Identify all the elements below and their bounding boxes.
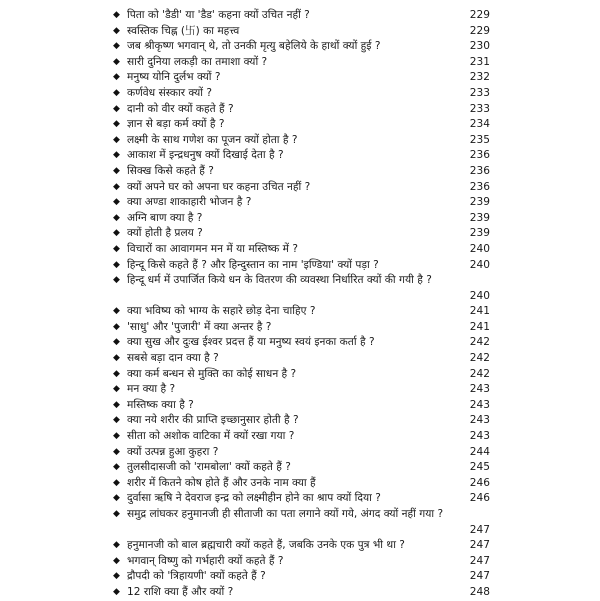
- toc-page-number: 246: [469, 476, 490, 489]
- toc-entry-title: अग्नि बाण क्या है ?: [127, 211, 203, 224]
- toc-entry: [0, 273, 600, 304]
- toc-page-number: 246: [469, 492, 490, 505]
- diamond-bullet-icon: ◆: [113, 25, 120, 36]
- toc-page-number: 247: [469, 523, 490, 536]
- toc-page-number: 233: [469, 86, 490, 99]
- toc-entry-title: द्रौपदी को 'त्रिहायणी' क्यों कहते हैं ?: [127, 570, 266, 583]
- toc-page-number: 244: [469, 445, 490, 458]
- diamond-bullet-icon: ◆: [113, 477, 120, 488]
- toc-page-number: 240: [469, 258, 490, 271]
- diamond-bullet-icon: ◆: [113, 415, 120, 426]
- toc-entry-title: हिन्दू किसे कहते हैं ? और हिन्दुस्तान का नाम 'इण्डिया' क्यों पड़ा ?: [127, 258, 379, 271]
- toc-entry-title: क्यों अपने घर को अपना घर कहना उचित नहीं ?: [127, 180, 311, 193]
- diamond-bullet-icon: ◆: [113, 150, 120, 161]
- toc-entry-title: क्या कर्म बन्धन से मुक्ति का कोई साधन है ?: [127, 367, 297, 380]
- toc-entry-title: क्या अण्डा शाकाहारी भोजन है ?: [127, 196, 252, 209]
- diamond-bullet-icon: ◆: [113, 399, 120, 410]
- toc-entry: [0, 117, 600, 133]
- toc-entry-title: हनुमानजी को बाल ब्रह्मचारी क्यों कहते हैं, जबकि उनके एक पुत्र भी था ?: [127, 539, 405, 552]
- toc-page-number: 248: [469, 585, 490, 598]
- toc-entry: [0, 226, 600, 242]
- toc-entry: [0, 413, 600, 429]
- toc-page-number: 247: [469, 554, 490, 567]
- toc-entry-title: मन क्या है ?: [127, 383, 176, 396]
- toc-entry-title: 12 राशि क्या हैं और क्यों ?: [127, 585, 234, 598]
- toc-page-number: 247: [469, 570, 490, 583]
- toc-page-number: 247: [469, 539, 490, 552]
- toc-entry-title: दानी को वीर क्यों कहते हैं ?: [127, 102, 234, 115]
- toc-page-number: 239: [469, 227, 490, 240]
- toc-page-number: 245: [469, 461, 490, 474]
- toc-entry: [0, 180, 600, 196]
- toc-entry: [0, 398, 600, 414]
- toc-entry-title: जब श्रीकृष्ण भगवान् थे, तो उनकी मृत्यु बहेलिये के हाथों क्यों हुई ?: [127, 40, 381, 53]
- diamond-bullet-icon: ◆: [113, 509, 120, 519]
- toc-page-number: 243: [469, 430, 490, 443]
- diamond-bullet-icon: ◆: [113, 555, 120, 566]
- toc-page-number: 241: [469, 320, 490, 333]
- diamond-bullet-icon: ◆: [113, 56, 120, 67]
- toc-entry-title: आकाश में इन्द्रधनुष क्यों दिखाई देता है ?: [127, 149, 284, 162]
- toc-entry: [0, 211, 600, 227]
- toc-entry-title: सीता को अशोक वाटिका में क्यों रखा गया ?: [127, 430, 295, 443]
- toc-entry: [0, 148, 600, 164]
- diamond-bullet-icon: ◆: [113, 321, 120, 332]
- toc-page-number: 231: [469, 55, 490, 68]
- diamond-bullet-icon: ◆: [113, 259, 120, 270]
- toc-page-number: 240: [469, 242, 490, 255]
- toc-page-number: 241: [469, 305, 490, 318]
- toc-entry-title: शरीर में कितने कोष होते हैं और उनके नाम क्या हैं: [127, 476, 316, 489]
- toc-entry: [0, 351, 600, 367]
- diamond-bullet-icon: ◆: [113, 586, 120, 597]
- diamond-bullet-icon: ◆: [113, 571, 120, 582]
- toc-entry: [0, 538, 600, 554]
- toc-entry: [0, 460, 600, 476]
- diamond-bullet-icon: ◆: [113, 87, 120, 98]
- diamond-bullet-icon: ◆: [113, 462, 120, 473]
- diamond-bullet-icon: ◆: [113, 228, 120, 239]
- toc-entry: [0, 320, 600, 336]
- toc-entry: [0, 382, 600, 398]
- toc-entry-title: ज्ञान से बड़ा कर्म क्यों है ?: [127, 118, 225, 131]
- toc-entry-title: पिता को 'डैडी' या 'डैड' कहना क्यों उचित नहीं ?: [127, 9, 310, 21]
- toc-entry-title: दुर्वासा ऋषि ने देवराज इन्द्र को लक्ष्मीहीन होने का श्राप क्यों दिया ?: [127, 492, 381, 505]
- toc-entry: [0, 335, 600, 351]
- toc-page-number: 229: [469, 24, 490, 37]
- diamond-bullet-icon: ◆: [113, 306, 120, 317]
- toc-page-number: 236: [469, 149, 490, 162]
- toc-page-number: 234: [469, 118, 490, 131]
- toc-entry: [0, 491, 600, 507]
- toc-entry: [0, 304, 600, 320]
- toc-entry-title: सारी दुनिया लकड़ी का तमाशा क्यों ?: [127, 55, 268, 68]
- toc-page-number: 230: [469, 40, 490, 53]
- toc-page-number: 232: [469, 71, 490, 84]
- toc-entry-title: तुलसीदासजी को 'रामबोला' क्यों कहते हैं ?: [127, 461, 291, 474]
- toc-entry: [0, 585, 600, 601]
- toc-entry: [0, 258, 600, 274]
- diamond-bullet-icon: ◆: [113, 103, 120, 114]
- toc-entry-title: मस्तिष्क क्या है ?: [127, 398, 194, 411]
- toc-page-number: 243: [469, 383, 490, 396]
- diamond-bullet-icon: ◆: [113, 353, 120, 364]
- toc-entry: [0, 86, 600, 102]
- toc-entry: [0, 242, 600, 258]
- toc-entry: [0, 133, 600, 149]
- toc-entry-title: सबसे बड़ा दान क्या है ?: [127, 352, 219, 365]
- diamond-bullet-icon: ◆: [113, 165, 120, 176]
- toc-page-number: 239: [469, 196, 490, 209]
- toc-entry-title: सिक्ख किसे कहते हैं ?: [127, 164, 214, 177]
- toc-page-number: 236: [469, 180, 490, 193]
- toc-entry-title: क्या सुख और दुःख ईश्वर प्रदत्त हैं या मनुष्य स्वयं इनका कर्ता है ?: [127, 336, 375, 349]
- toc-entry-title: क्यों होती है प्रलय ?: [127, 227, 203, 240]
- diamond-bullet-icon: ◆: [113, 540, 120, 551]
- toc-entry: [0, 164, 600, 180]
- toc-page-number: 235: [469, 133, 490, 146]
- toc-entry: [0, 70, 600, 86]
- toc-entry-title: मनुष्य योनि दुर्लभ क्यों ?: [127, 71, 221, 84]
- toc-entry-title: 'साधु' और 'पुजारी' में क्या अन्तर है ?: [127, 320, 272, 333]
- toc-page-number: 242: [469, 367, 490, 380]
- diamond-bullet-icon: ◆: [113, 10, 120, 20]
- toc-entry-title: क्या भविष्य को भाग्य के सहारे छोड़ देना चाहिए ?: [127, 305, 316, 318]
- toc-page-number: 239: [469, 211, 490, 224]
- toc-page-number: 240: [469, 289, 490, 302]
- toc-entry: [0, 507, 600, 538]
- toc-entry-title: भगवान् विष्णु को गर्भहारी क्यों कहते हैं ?: [127, 554, 284, 567]
- toc-page-number: 243: [469, 414, 490, 427]
- diamond-bullet-icon: ◆: [113, 212, 120, 223]
- toc-entry: [0, 476, 600, 492]
- diamond-bullet-icon: ◆: [113, 243, 120, 254]
- diamond-bullet-icon: ◆: [113, 337, 120, 348]
- toc-page-number: 242: [469, 336, 490, 349]
- diamond-bullet-icon: ◆: [113, 384, 120, 395]
- toc-entry: [0, 554, 600, 570]
- toc-entry: [0, 24, 600, 40]
- diamond-bullet-icon: ◆: [113, 368, 120, 379]
- toc-entry-title: लक्ष्मी के साथ गणेश का पूजन क्यों होता है ?: [127, 133, 298, 146]
- diamond-bullet-icon: ◆: [113, 181, 120, 192]
- toc-entry: [0, 102, 600, 118]
- toc-entry-title: स्वस्तिक चिह्न (卐) का महत्त्व: [127, 24, 240, 37]
- diamond-bullet-icon: ◆: [113, 431, 120, 442]
- toc-entry: [0, 569, 600, 585]
- toc-page-number: 242: [469, 352, 490, 365]
- table-of-contents: [0, 8, 600, 601]
- toc-page-number: 236: [469, 164, 490, 177]
- toc-entry: [0, 195, 600, 211]
- diamond-bullet-icon: ◆: [113, 134, 120, 145]
- toc-page-number: 233: [469, 102, 490, 115]
- toc-entry: [0, 55, 600, 71]
- toc-entry: [0, 8, 600, 24]
- toc-entry-title: विचारों का आवागमन मन में या मस्तिष्क में ?: [127, 242, 298, 255]
- toc-entry: [0, 445, 600, 461]
- toc-entry-title: समुद्र लांघकर हनुमानजी ही सीताजी का पता लगाने क्यों गये, अंगद क्यों नहीं गया ?: [127, 508, 444, 520]
- diamond-bullet-icon: ◆: [113, 197, 120, 208]
- toc-entry: [0, 367, 600, 383]
- toc-entry-title: क्यों उत्पन्न हुआ कुहरा ?: [127, 445, 219, 458]
- toc-entry: [0, 429, 600, 445]
- diamond-bullet-icon: ◆: [113, 275, 120, 286]
- toc-entry: [0, 39, 600, 55]
- toc-page-number: 229: [469, 9, 490, 21]
- diamond-bullet-icon: ◆: [113, 119, 120, 130]
- toc-page-number: 243: [469, 398, 490, 411]
- toc-entry-title: हिन्दू धर्म में उपार्जित किये धन के वितरण की व्यवस्था निर्धारित क्यों की गयी है ?: [127, 274, 432, 287]
- toc-entry-title: कर्णवेध संस्कार क्यों ?: [127, 86, 212, 99]
- diamond-bullet-icon: ◆: [113, 72, 120, 83]
- toc-entry-title: क्या नये शरीर की प्राप्ति इच्छानुसार होती है ?: [127, 414, 299, 427]
- diamond-bullet-icon: ◆: [113, 446, 120, 457]
- diamond-bullet-icon: ◆: [113, 41, 120, 52]
- diamond-bullet-icon: ◆: [113, 493, 120, 504]
